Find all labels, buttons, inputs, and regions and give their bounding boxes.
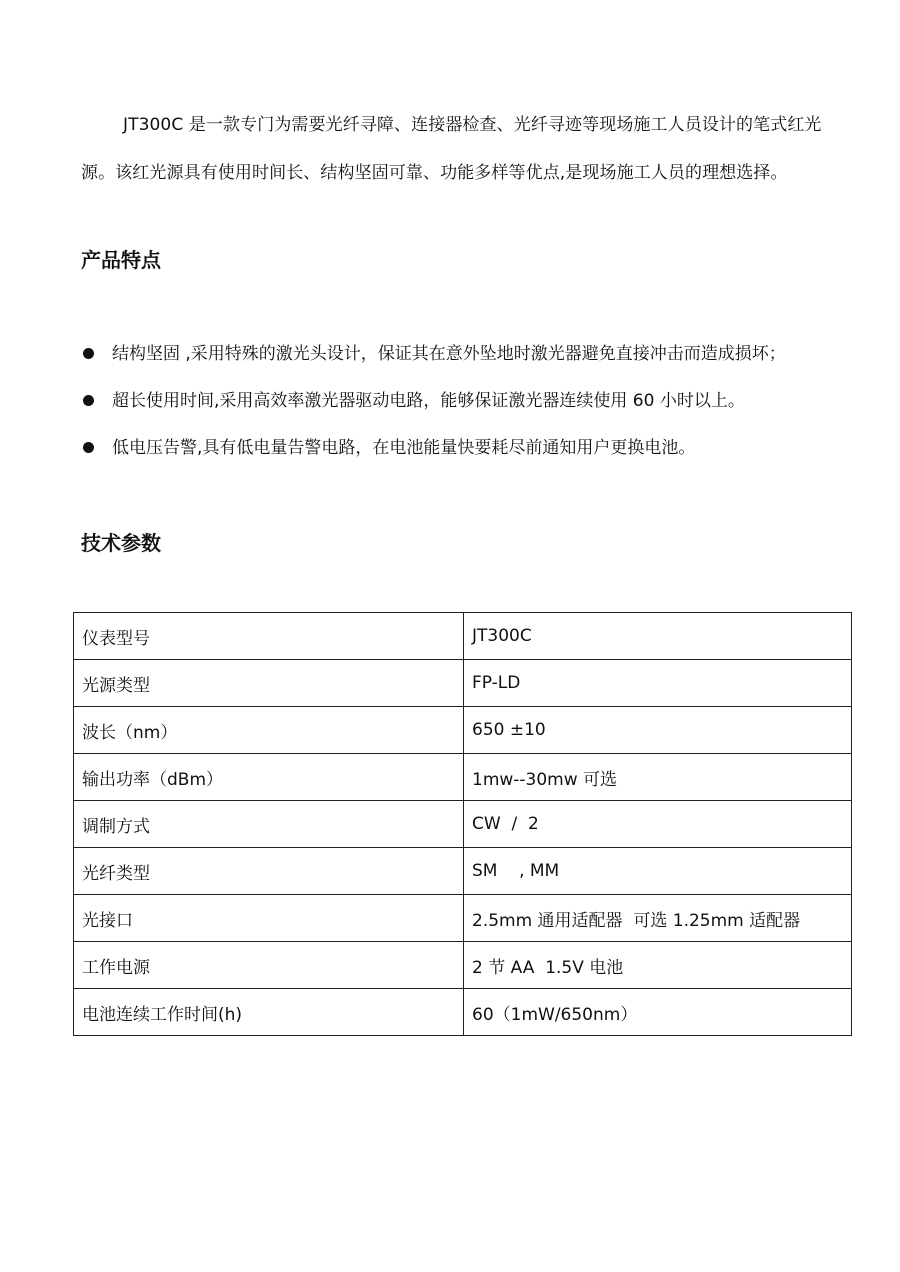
spec-value: 2.5mm 通用适配器 可选 1.25mm 适配器 bbox=[464, 895, 852, 942]
feature-item bbox=[80, 336, 860, 383]
feature-text: 低电压告警,具有低电量告警电路，在电池能量快要耗尽前通知用户更换电池。 bbox=[112, 438, 696, 458]
feature-text: 超长使用时间,采用高效率激光器驱动电路，能够保证激光器连续使用 60 小时以上。 bbox=[112, 391, 745, 411]
features-heading: 产品特点 bbox=[81, 248, 161, 272]
table-row bbox=[74, 989, 852, 1036]
table-row bbox=[74, 848, 852, 895]
table-row bbox=[74, 707, 852, 754]
spec-label: 仪表型号 bbox=[74, 613, 464, 660]
specs-table bbox=[73, 612, 852, 1036]
spec-label: 工作电源 bbox=[74, 942, 464, 989]
spec-value: 60（1mW/650nm） bbox=[464, 989, 852, 1036]
table-row bbox=[74, 613, 852, 660]
spec-label: 波长（nm） bbox=[74, 707, 464, 754]
spec-value: 650 ±10 bbox=[464, 707, 852, 754]
table-row bbox=[74, 754, 852, 801]
spec-label: 电池连续工作时间(h) bbox=[74, 989, 464, 1036]
spec-value: 1mw--30mw 可选 bbox=[464, 754, 852, 801]
table-row bbox=[74, 942, 852, 989]
table-row bbox=[74, 660, 852, 707]
spec-value: SM , MM bbox=[464, 848, 852, 895]
spec-value: 2 节 AA 1.5V 电池 bbox=[464, 942, 852, 989]
spec-label: 输出功率（dBm） bbox=[74, 754, 464, 801]
features-list bbox=[80, 336, 860, 477]
bullet-icon bbox=[83, 395, 94, 406]
spec-label: 光接口 bbox=[74, 895, 464, 942]
spec-label: 光纤类型 bbox=[74, 848, 464, 895]
spec-value: CW / 2 bbox=[464, 801, 852, 848]
table-row bbox=[74, 801, 852, 848]
spec-label: 光源类型 bbox=[74, 660, 464, 707]
specs-heading: 技术参数 bbox=[81, 531, 161, 555]
spec-value: JT300C bbox=[464, 613, 852, 660]
intro-paragraph: JT300C 是一款专门为需要光纤寻障、连接器检查、光纤寻迹等现场施工人员设计的笔式红光源。该红光源具有使用时间长、结构坚固可靠、功能多样等优点,是现场施工人员的理想选择。 bbox=[81, 115, 822, 183]
feature-item bbox=[80, 383, 860, 430]
spec-value: FP-LD bbox=[464, 660, 852, 707]
spec-label: 调制方式 bbox=[74, 801, 464, 848]
bullet-icon bbox=[83, 348, 94, 359]
feature-item bbox=[80, 430, 860, 477]
bullet-icon bbox=[83, 442, 94, 453]
table-row bbox=[74, 895, 852, 942]
feature-text: 结构坚固 ,采用特殊的激光头设计，保证其在意外坠地时激光器避免直接冲击而造成损坏； bbox=[112, 344, 786, 364]
